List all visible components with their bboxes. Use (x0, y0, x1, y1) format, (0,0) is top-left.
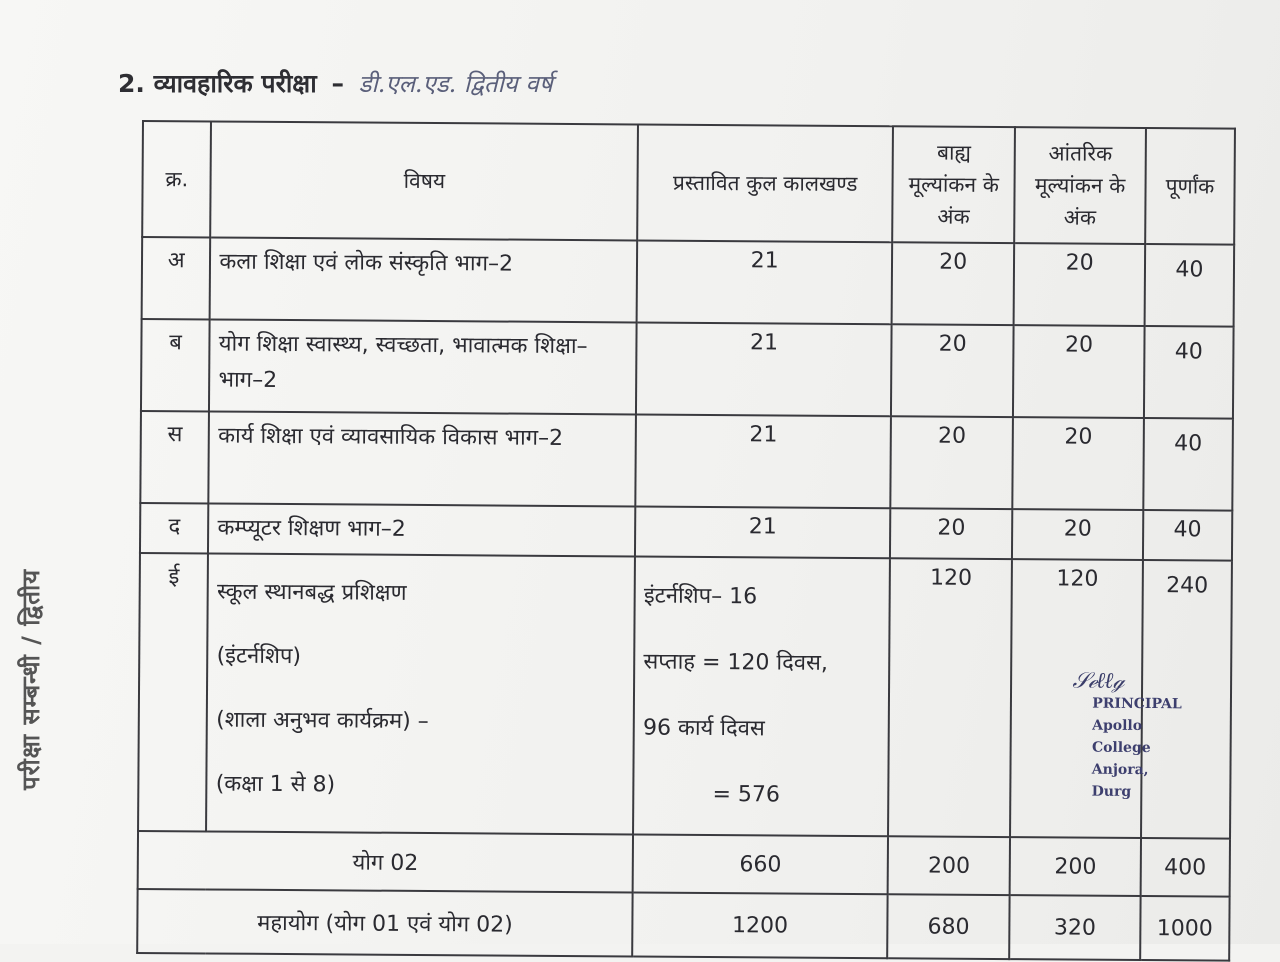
subtotal-external: 200 (888, 836, 1011, 895)
cell-subject: कला शिक्षा एवं लोक संस्कृति भाग–2 (210, 237, 637, 322)
subject-line: (कक्षा 1 से 8) (215, 771, 336, 798)
cell-total: 40 (1143, 510, 1232, 561)
cell-sr: ब (141, 319, 210, 411)
cell-external: 20 (892, 242, 1015, 325)
cell-subject (206, 553, 635, 834)
header-total: पूर्णांक (1145, 128, 1235, 245)
period-line: 96 कार्य दिवस (642, 715, 765, 742)
subtotal-internal: 200 (1010, 837, 1141, 896)
cell-periods: 21 (636, 322, 891, 416)
cell-periods (633, 556, 890, 836)
table-row (140, 411, 1233, 511)
cell-subject: कार्य शिक्षा एवं व्यावसायिक विकास भाग–2 (209, 411, 636, 506)
section-heading (118, 66, 553, 100)
cell-subject: कम्प्यूटर शिक्षण भाग–2 (208, 503, 635, 556)
cell-external: 120 (888, 558, 1012, 837)
table-row (140, 503, 1232, 561)
header-periods: प्रस्तावित कुल कालखण्ड (637, 124, 893, 242)
grand-total-row (137, 889, 1229, 961)
signature-icon: 𝒮ℯℓℓℊ (1072, 668, 1124, 694)
principal-stamp (1072, 668, 1182, 804)
header-subject: विषय (211, 121, 639, 240)
grand-total-external: 680 (887, 894, 1010, 959)
table-header-row (142, 121, 1235, 245)
handwritten-annotation: डी.एल.एड. द्वितीय वर्ष (358, 70, 553, 98)
subject-line: (शाला अनुभव कार्यक्रम) – (216, 707, 429, 735)
cell-external: 20 (890, 508, 1013, 559)
cell-external: 20 (891, 324, 1014, 417)
cell-sr: द (140, 503, 209, 553)
grand-total-periods: 1200 (632, 892, 887, 958)
table-row (142, 237, 1235, 327)
cell-periods: 21 (636, 414, 891, 508)
subject-line: स्कूल स्थानबद्ध प्रशिक्षण (216, 579, 407, 606)
stamp-line-1: Apollo College (1091, 717, 1151, 757)
cell-external: 20 (890, 416, 1013, 509)
cell-sr: ई (138, 553, 208, 831)
header-sr: क्र. (142, 121, 211, 237)
cell-internal: 20 (1012, 509, 1143, 560)
cell-periods: 21 (637, 240, 892, 324)
subtotal-label: योग 02 (138, 831, 634, 892)
subtotal-total: 400 (1140, 838, 1230, 897)
cell-internal-value: 120 (1056, 566, 1099, 592)
grand-total-internal: 320 (1009, 895, 1140, 960)
period-line: सप्ताह = 120 दिवस, (643, 649, 828, 676)
header-internal: आंतरिक मूल्यांकन के अंक (1014, 127, 1145, 244)
cell-internal (1010, 559, 1182, 838)
cell-total: 40 (1143, 418, 1233, 511)
cell-periods: 21 (635, 506, 890, 558)
subject-line: (इंटर्नशिप) (216, 643, 302, 670)
cell-subject: योग शिक्षा स्वास्थ्य, स्वच्छता, भावात्मक शिक्षा– भाग–2 (209, 319, 636, 414)
cell-total: 240 (1141, 560, 1232, 839)
cell-sr: स (140, 411, 209, 503)
grand-total-label: महायोग (योग 01 एवं योग 02) (137, 889, 633, 956)
table-row (141, 319, 1234, 419)
period-line: = 576 (712, 781, 781, 808)
cell-sr: अ (142, 237, 211, 319)
subtotal-periods: 660 (633, 834, 888, 894)
section-number: 2. (118, 69, 145, 98)
practical-exam-table (136, 120, 1236, 962)
cell-total: 40 (1144, 326, 1234, 419)
cell-internal: 20 (1014, 243, 1145, 326)
stamp-title: PRINCIPAL (1092, 695, 1182, 713)
cell-total: 40 (1144, 244, 1234, 327)
cell-internal: 20 (1013, 325, 1144, 418)
subtotal-row (138, 831, 1230, 897)
table-row (138, 553, 1232, 839)
grand-total-total: 1000 (1140, 896, 1230, 961)
header-external: बाह्य मूल्यांकन के अंक (892, 126, 1015, 243)
section-title: व्यावहारिक परीक्षा (153, 69, 317, 98)
cell-internal: 20 (1013, 417, 1144, 510)
heading-dash: – (331, 69, 344, 98)
period-line: इंटर्नशिप– 16 (643, 583, 758, 610)
side-margin-note: परीक्षा सम्बन्धी / द्वितीय (17, 568, 45, 790)
stamp-line-2: Anjora, Durg (1091, 761, 1149, 800)
